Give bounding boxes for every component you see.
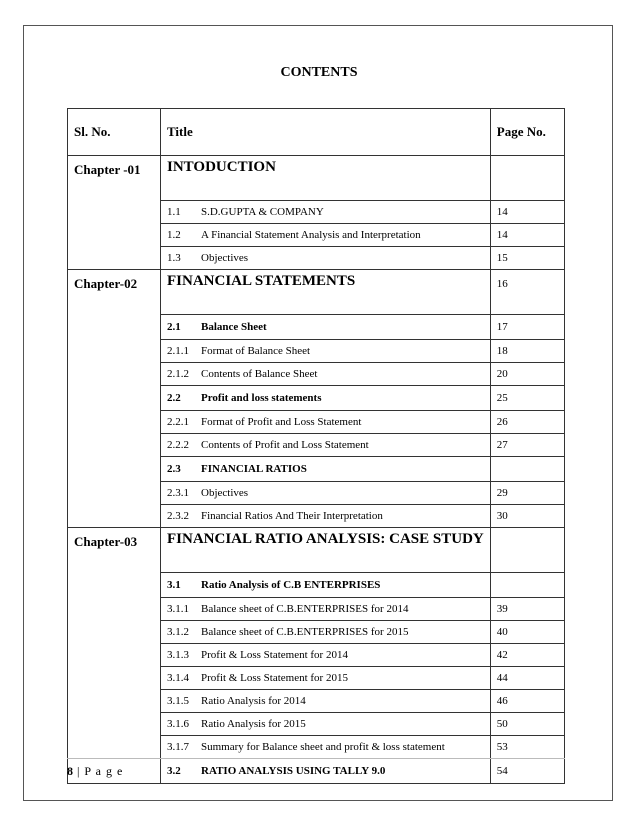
entry-title: Balance sheet of C.B.ENTERPRISES for 2015 bbox=[201, 626, 409, 638]
entry-title-cell bbox=[161, 363, 491, 386]
entry-page: 53 bbox=[490, 736, 564, 759]
col-header-sl: Sl. No. bbox=[68, 109, 161, 156]
entry-page bbox=[490, 573, 564, 598]
entry-number: 1.2 bbox=[167, 229, 181, 241]
entry-page: 20 bbox=[490, 363, 564, 386]
chapter-row bbox=[68, 156, 565, 201]
chapter-label: Chapter -01 bbox=[68, 156, 161, 270]
entry-title: Balance sheet of C.B.ENTERPRISES for 2014 bbox=[201, 603, 409, 615]
entry-title: Contents of Profit and Loss Statement bbox=[201, 439, 369, 451]
entry-title-cell bbox=[161, 315, 491, 340]
entry-number: 1.3 bbox=[167, 252, 181, 264]
chapter-label: Chapter-03 bbox=[68, 528, 161, 784]
entry-title: Objectives bbox=[201, 487, 249, 499]
entry-number: 3.1.5 bbox=[167, 695, 189, 707]
entry-title-cell bbox=[161, 434, 491, 457]
chapter-row bbox=[68, 270, 565, 315]
entry-title: Summary for Balance sheet and profit & loss statement bbox=[201, 741, 445, 753]
entry-title-cell bbox=[161, 482, 491, 505]
entry-title-cell bbox=[161, 224, 491, 247]
entry-title-cell bbox=[161, 411, 491, 434]
entry-title: Balance Sheet bbox=[201, 321, 267, 333]
entry-title: Financial Ratios And Their Interpretation bbox=[201, 510, 383, 522]
table-header-row bbox=[68, 109, 565, 156]
entry-page: 50 bbox=[490, 713, 564, 736]
footer-rule bbox=[67, 758, 565, 759]
chapter-title: FINANCIAL STATEMENTS bbox=[161, 270, 491, 315]
entry-number: 3.1.1 bbox=[167, 603, 189, 615]
footer-page-number: 8 bbox=[67, 764, 73, 778]
entry-number: 3.2 bbox=[167, 765, 181, 777]
entry-number: 3.1.4 bbox=[167, 672, 189, 684]
entry-title: Profit & Loss Statement for 2014 bbox=[201, 649, 348, 661]
entry-title-cell bbox=[161, 667, 491, 690]
entry-number: 2.2.1 bbox=[167, 416, 189, 428]
entry-title: A Financial Statement Analysis and Interpretation bbox=[201, 229, 421, 241]
entry-title-cell bbox=[161, 201, 491, 224]
entry-number: 3.1.7 bbox=[167, 741, 189, 753]
entry-title-cell bbox=[161, 247, 491, 270]
entry-number: 2.3 bbox=[167, 463, 181, 475]
col-header-page: Page No. bbox=[490, 109, 564, 156]
entry-page: 26 bbox=[490, 411, 564, 434]
entry-number: 2.3.1 bbox=[167, 487, 189, 499]
chapter-page bbox=[490, 156, 564, 201]
chapter-label: Chapter-02 bbox=[68, 270, 161, 528]
chapter-page bbox=[490, 528, 564, 573]
entry-page: 29 bbox=[490, 482, 564, 505]
entry-number: 1.1 bbox=[167, 206, 181, 218]
entry-page: 42 bbox=[490, 644, 564, 667]
entry-page: 18 bbox=[490, 340, 564, 363]
entry-title-cell bbox=[161, 598, 491, 621]
entry-title-cell bbox=[161, 573, 491, 598]
entry-page bbox=[490, 457, 564, 482]
entry-title-cell bbox=[161, 759, 491, 784]
chapter-row bbox=[68, 528, 565, 573]
entry-number: 3.1.6 bbox=[167, 718, 189, 730]
entry-title-cell bbox=[161, 644, 491, 667]
entry-page: 14 bbox=[490, 201, 564, 224]
chapter-title: FINANCIAL RATIO ANALYSIS: CASE STUDY bbox=[161, 528, 491, 573]
entry-page: 14 bbox=[490, 224, 564, 247]
entry-page: 25 bbox=[490, 386, 564, 411]
entry-page: 17 bbox=[490, 315, 564, 340]
entry-number: 2.3.2 bbox=[167, 510, 189, 522]
entry-number: 3.1 bbox=[167, 579, 181, 591]
entry-number: 2.1.1 bbox=[167, 345, 189, 357]
entry-title-cell bbox=[161, 621, 491, 644]
entry-title-cell bbox=[161, 713, 491, 736]
entry-title: Format of Profit and Loss Statement bbox=[201, 416, 362, 428]
footer-page-label: | P a g e bbox=[73, 764, 124, 778]
entry-number: 2.1 bbox=[167, 321, 181, 333]
entry-title-cell bbox=[161, 505, 491, 528]
entry-number: 2.2 bbox=[167, 392, 181, 404]
entry-title: Contents of Balance Sheet bbox=[201, 368, 318, 380]
entry-page: 54 bbox=[490, 759, 564, 784]
entry-page: 39 bbox=[490, 598, 564, 621]
entry-number: 2.2.2 bbox=[167, 439, 189, 451]
entry-title: Ratio Analysis for 2014 bbox=[201, 695, 306, 707]
entry-title: Objectives bbox=[201, 252, 249, 264]
contents-table bbox=[67, 108, 565, 784]
entry-title: S.D.GUPTA & COMPANY bbox=[201, 206, 324, 218]
entry-title-cell bbox=[161, 736, 491, 759]
entry-page: 46 bbox=[490, 690, 564, 713]
entry-page: 27 bbox=[490, 434, 564, 457]
entry-page: 30 bbox=[490, 505, 564, 528]
entry-title: Ratio Analysis for 2015 bbox=[201, 718, 306, 730]
entry-page: 44 bbox=[490, 667, 564, 690]
entry-title-cell bbox=[161, 386, 491, 411]
entry-title: Format of Balance Sheet bbox=[201, 345, 311, 357]
entry-page: 40 bbox=[490, 621, 564, 644]
entry-title: FINANCIAL RATIOS bbox=[201, 463, 307, 475]
entry-title-cell bbox=[161, 340, 491, 363]
entry-number: 2.1.2 bbox=[167, 368, 189, 380]
page-footer bbox=[67, 764, 123, 779]
entry-number: 3.1.3 bbox=[167, 649, 189, 661]
entry-title: Ratio Analysis of C.B ENTERPRISES bbox=[201, 579, 381, 591]
entry-title: Profit & Loss Statement for 2015 bbox=[201, 672, 348, 684]
col-header-title: Title bbox=[161, 109, 491, 156]
entry-title: Profit and loss statements bbox=[201, 392, 322, 404]
entry-number: 3.1.2 bbox=[167, 626, 189, 638]
contents-heading: CONTENTS bbox=[280, 65, 358, 80]
chapter-title: INTODUCTION bbox=[161, 156, 491, 201]
entry-title-cell bbox=[161, 690, 491, 713]
chapter-page: 16 bbox=[490, 270, 564, 315]
entry-title: RATIO ANALYSIS USING TALLY 9.0 bbox=[201, 765, 386, 777]
entry-title-cell bbox=[161, 457, 491, 482]
entry-page: 15 bbox=[490, 247, 564, 270]
